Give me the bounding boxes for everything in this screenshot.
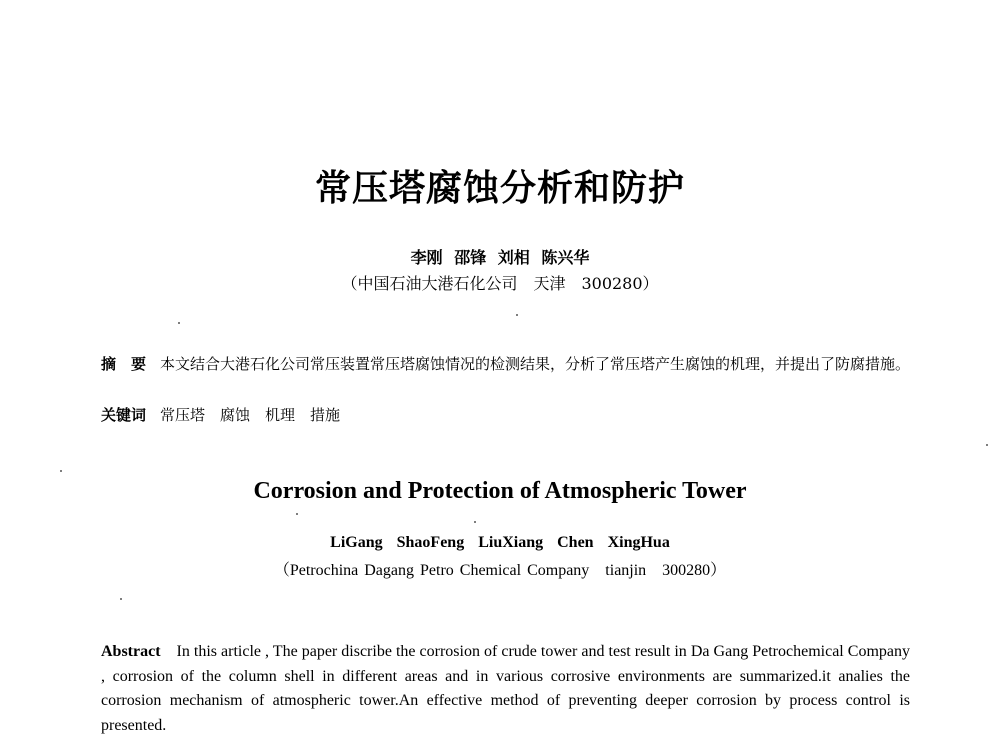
scan-speck xyxy=(296,513,298,515)
chinese-keywords xyxy=(101,403,913,427)
english-abstract xyxy=(101,640,910,738)
chinese-abstract-label: 摘 要 xyxy=(101,355,147,373)
english-abstract-text: In this article , The paper discribe the corrosion of crude tower and test result in Da Gang Petrochemical Company , corrosion of the column shell in different areas and in various corrosive environments are summarized.it analies the corrosion mechanism of atmospheric tower.An effective method of preventing deeper corrosion by process control is presented. xyxy=(101,643,910,734)
english-authors: LiGang ShaoFeng LiuXiang Chen XingHua xyxy=(330,534,670,551)
scan-speck xyxy=(516,314,518,316)
chinese-keywords-label: 关键词 xyxy=(101,406,147,424)
scan-speck xyxy=(474,521,476,523)
chinese-affiliation: （中国石油大港石化公司 天津 300280） xyxy=(341,274,659,293)
english-abstract-label: Abstract xyxy=(101,643,161,660)
chinese-abstract-text: 本文结合大港石化公司常压装置常压塔腐蚀情况的检测结果，分析了常压塔产生腐蚀的机理，并提出了防腐措施。 xyxy=(160,355,911,373)
chinese-keywords-text: 常压塔 腐蚀 机理 措施 xyxy=(160,406,341,424)
scan-speck xyxy=(986,444,988,446)
chinese-abstract xyxy=(101,352,913,376)
scan-speck xyxy=(120,598,122,600)
scan-speck xyxy=(60,470,62,472)
scan-speck xyxy=(178,322,180,324)
chinese-authors: 李刚 邵锋 刘相 陈兴华 xyxy=(410,248,590,267)
english-title: Corrosion and Protection of Atmospheric Tower xyxy=(253,478,747,504)
english-affiliation: （Petrochina Dagang Petro Chemical Company tianjin 300280） xyxy=(273,562,727,579)
chinese-title: 常压塔腐蚀分析和防护 xyxy=(314,167,685,209)
